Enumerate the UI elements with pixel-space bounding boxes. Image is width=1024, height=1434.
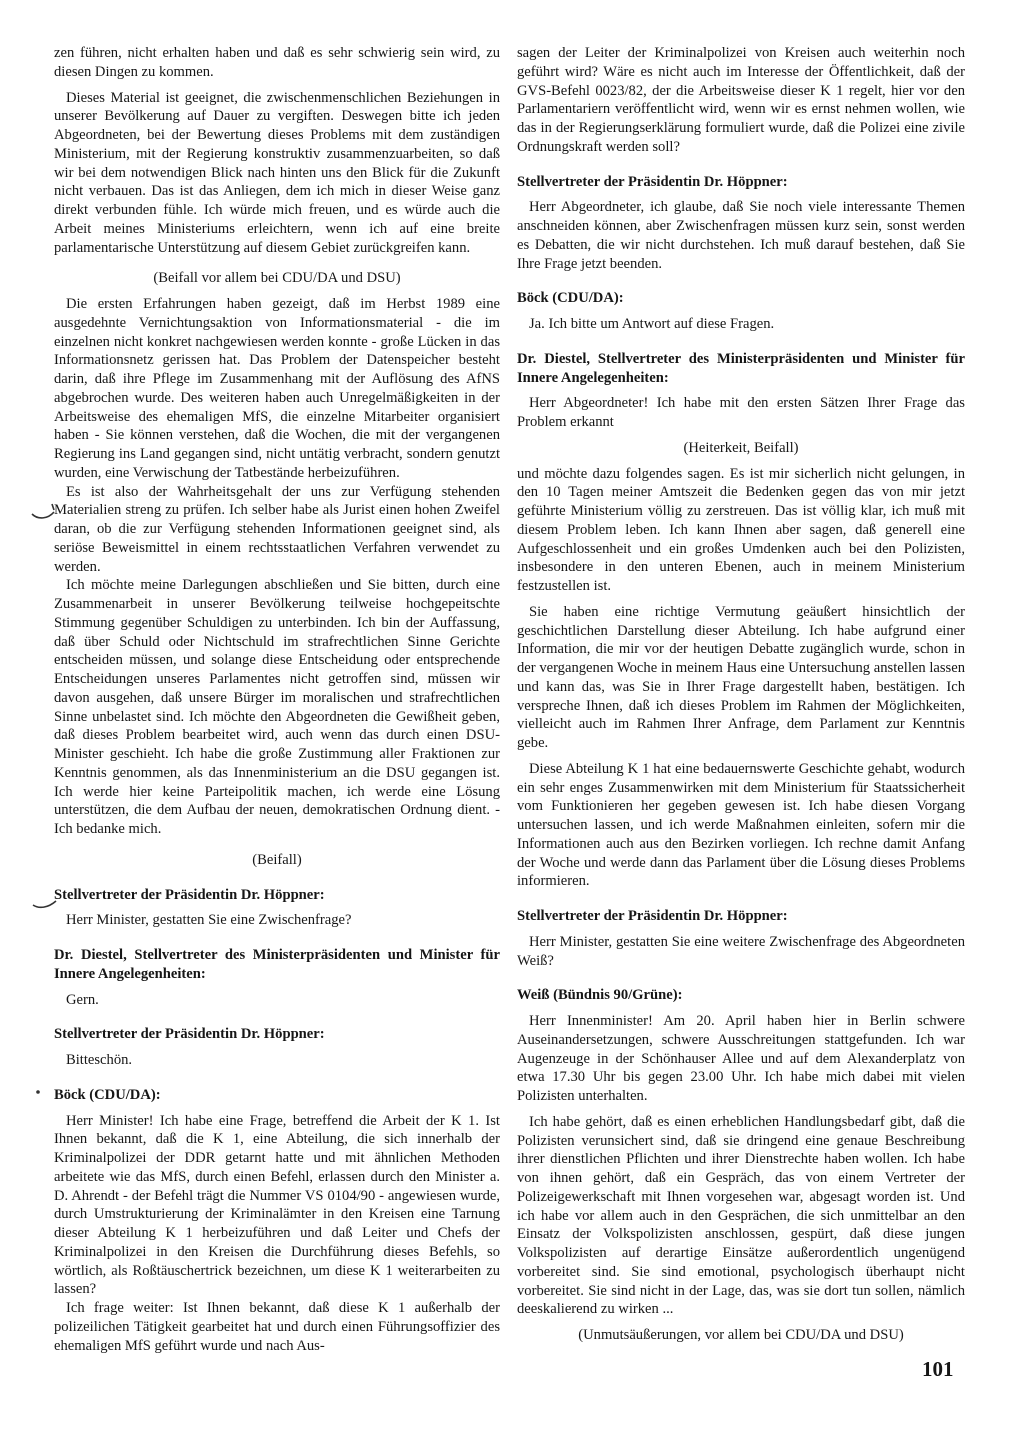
paragraph: Herr Abgeordneter! Ich habe mit den ersten Sätzen Ihrer Frage das Problem erkannt	[517, 395, 965, 430]
speaker-heading: Stellvertreter der Präsidentin Dr. Höppner:	[517, 908, 788, 924]
paragraph: sagen der Leiter der Kriminalpolizei von Kreisen auch weiterhin noch geführt wird? Wäre es nicht auch im Interesse der Öffentlichkeit, daß der GVS-Befehl 0023/82, der die Arbeitsweise dieser K 1 regelt, hier vor den Parlamentariern veröffentlicht wird, wenn wir es ernst nehmen wollen, wie das in der Regierungserklärung formuliert wurde, daß die Polizei eine zivile Ordnungskraft werden soll?	[517, 45, 965, 155]
pen-mark-icon	[30, 893, 60, 913]
paragraph: Herr Abgeordneter, ich glaube, daß Sie noch viele interessante Themen anschneiden können, aber Zwischenfragen müssen kurz sein, sonst werden es Debatten, die wir nicht durchstehen. Ich muß darauf bestehen, daß Sie Ihre Frage jetzt beenden.	[517, 199, 965, 272]
paragraph: Diese Abteilung K 1 hat eine bedauernswerte Geschichte gehabt, wodurch ein sehr enges Zusammenwirken mit dem Ministerium für Staatssicherheit vom Funktionieren her gegeben gewesen ist. Ich habe diesen Vorgang untersuchen lassen, und ich werde Maßnahmen einleiten, sofern mir die Informationen auch aus den Bezirken vorliegen. Ich rechne damit Anfang der Woche und werde dann das Parlament über die Lösung dieses Problems informieren.	[517, 760, 965, 890]
stage-direction: (Heiterkeit, Beifall)	[683, 439, 799, 456]
speaker-heading: Dr. Diestel, Stellvertreter des Ministerpräsidenten und Minister für Innere Angelegenheiten:	[517, 350, 965, 386]
paragraph: Ich habe gehört, daß es einen erheblichen Handlungsbedarf gibt, daß die Polizisten verunsichert sind, daß sie dringend eine genaue Beschreibung ihrer dienstlichen Pflichten und ihrer Dienstrechte haben wollen. Ich habe von ihnen gehört, daß ein Gespräch, das von einem Vertreter der Polizeigewerkschaft mit Ihnen vorgesehen war, abgesagt worden ist. Und ich habe vor allem auch in den Gesprächen, die sich unmittelbar an den Einsatz der Volkspolizisten anschlossen, gespürt, daß diese jungen Volkspolizisten auf derartige Einsätze außerordentlich ungenügend vorbereitet sind. Sie sind emotional, psychologisch überhaupt nicht vorbereitet. Sie sind nicht in der Lage, das, was sie dort tun sollen, nämlich deeskalierend zu wirken ...	[517, 1113, 965, 1318]
pen-mark-icon	[30, 500, 60, 522]
paragraph: Herr Minister, gestatten Sie eine Zwischenfrage?	[66, 912, 352, 929]
speaker-heading: Stellvertreter der Präsidentin Dr. Höppner:	[54, 1026, 325, 1043]
bullet-dot-icon	[34, 1088, 42, 1096]
speaker-heading: Stellvertreter der Präsidentin Dr. Höppner:	[517, 173, 788, 190]
speaker-heading: Dr. Diestel, Stellvertreter des Ministerpräsidenten und Minister für Innere Angelegenheiten:	[54, 947, 500, 982]
paragraph: Die ersten Erfahrungen haben gezeigt, daß im Herbst 1989 eine ausgedehnte Vernichtungsaktion von Informationsmaterial - die im einzelnen nicht konkret nachgewiesen werden konnte - große Lücken in das Informationsnetz gerissen hat. Das Problem der Datenspeicher besteht darin, daß ihre Pflege im Zusammenhang mit der Auflösung des AfNS abgebrochen wurde. Des weiteren haben auch Unregelmäßigkeiten in der Arbeitsweise des ehemaligen MfS, die einzelne Mitarbeiter organisiert haben - Sie können verstehen, daß die Wochen, die mit der vergangenen Regierung ins Land gegangen sind, nicht untätig verbracht, sondern genutzt wurden, eine Verwischung der Tatbestände herbeizuführen.	[54, 296, 500, 481]
speaker-heading: Stellvertreter der Präsidentin Dr. Höppner:	[54, 886, 325, 903]
speaker-heading: Böck (CDU/DA):	[54, 1086, 161, 1103]
paragraph: Bitteschön.	[66, 1052, 133, 1068]
left-column	[54, 44, 500, 1355]
paragraph: Ich frage weiter: Ist Ihnen bekannt, daß diese K 1 außerhalb der polizeilichen Tätigkeit gearbeitet hat und durch einen Führungsoffizier des ehemaligen MfS geführt wurde und nach Aus-	[54, 1300, 500, 1354]
paragraph: und möchte dazu folgendes sagen. Es ist mir sicherlich nicht gelungen, in den 10 Tagen meiner Amtszeit die Bedenken gegen das von mir jetzt geführte Ministerium völlig zu zerstreuen. Das ist völlig klar, ich muß mit diesem Problem leben. Ich kann Ihnen aber sagen, daß generell eine Aufgeschlossenheit und ein großes Umdenken auch bei den Polizisten, insbesondere in den unteren Ebenen, auch in meinem Ministerium festzustellen ist.	[517, 465, 965, 594]
page-number: 101	[922, 1357, 954, 1381]
paragraph: zen führen, nicht erhalten haben und daß es sehr schwierig sein wird, zu diesen Dingen zu kommen.	[54, 45, 500, 80]
paragraph: Sie haben eine richtige Vermutung geäußert hinsichtlich der geschichtlichen Darstellung dieser Abteilung. Ich habe aufgrund einer Information, die mir vor der heutigen Debatte zugänglich wurde, schon in der vergangenen Woche in meinem Haus eine Untersuchung anstellen lassen und kann das, was Sie in Ihrer Frage dargestellt haben, bestätigen. Ich verspreche Ihnen, daß ich dieses Problem im Rahmen der Möglichkeiten, vielleicht auch im Rahmen Ihrer Anfrage, dem Parlament zur Kenntnis gebe.	[517, 603, 965, 751]
paragraph: Herr Innenminister! Am 20. April haben hier in Berlin schwere Auseinandersetzungen, schwere Ausschreitungen stattgefunden. Ich war Augenzeuge in der Schönhauser Allee und auf dem Alexanderplatz von etwa 17.30 Uhr bis gegen 23.00 Uhr. Ich habe mich dabei mit vielen Polizisten unterhalten.	[517, 1013, 965, 1104]
stage-direction: (Beifall)	[252, 851, 302, 868]
stage-direction: (Unmutsäußerungen, vor allem bei CDU/DA und DSU)	[578, 1327, 904, 1343]
right-column	[517, 44, 965, 1345]
paragraph: Ich möchte meine Darlegungen abschließen und Sie bitten, durch eine Zusammenarbeit in unserer Bevölkerung teilweise hochgepeitschte Stimmung gegenüber Schuldigen zu unterbinden. Ich bin der Auffassung, daß über Schuld oder Nichtschuld im strafrechtlichen Sinne Gerichte entscheiden müssen, und solange diese Entscheidung oder entsprechende Entscheidungen unseres Parlamentes nicht getroffen sind, müssen wir davon ausgehen, daß unsere Bürger im moralischen und strafrechtlichen Sinne unbelastet sind. Ich möchte den Abgeordneten die Gewißheit geben, daß dieses Problem bearbeitet wird, auch wenn das durch einen DSU-Minister geschieht. Ich habe die große Zustimmung aller Fraktionen zur Kenntnis genommen, als das Innenministerium an die DSU gegangen ist. Ich werde hier keine Parteipolitik machen, ich werde eine Lösung unterstützen, die dem Aufbau der neuen, demokratischen Ordnung dient. - Ich bedanke mich.	[54, 577, 500, 837]
paragraph: Herr Minister! Ich habe eine Frage, betreffend die Arbeit der K 1. Ist Ihnen bekannt, daß die K 1, eine Abteilung, die sich innerhalb der Kriminalpolizei der DDR getarnt hatte und mit ähnlichen Methoden arbeitete wie das MfS, durch einen Befehl, erlassen durch den Minister a. D. Ahrendt - der Befehl trägt die Nummer VS 0104/90 - angewiesen wurde, durch Umstrukturierung der Kriminalämter in den Kreisen eine Tarnung dieser Abteilung K 1 herbeizuführen und daß Leiter und Chefs der Kriminalpolizei in den Kreisen die Durchführung dieses Befehls, so wörtlich, als Roßtäuschertrick bezeichnen, um diese K 1 weiterarbeiten zu lassen?	[54, 1112, 500, 1298]
paragraph: Dieses Material ist geeignet, die zwischenmenschlichen Beziehungen in unserer Bevölkerung auf Dauer zu vergiften. Deswegen bitte ich jeden Abgeordneten, bei der Bewertung dieses Problems mit dem zuständigen Ministerium, mit der Regierung konstruktiv zusammenzuarbeiten, so daß wir bei dem notwendigen Blick nach hinten uns den Blick für die Zukunft nicht verbauen. Das ist das Anliegen, dem ich mich in dieser Weise ganz direkt verbunden fühle. Ich würde mich freuen, und es würde auch die Arbeit meines Ministeriums erleichtern, wenn ich auf eine breite parlamentarische Unterstützung auf diesem Gebiet zurückgreifen kann.	[54, 89, 500, 256]
paragraph: Es ist also der Wahrheitsgehalt der uns zur Verfügung stehenden Materialien streng zu prüfen. Ich selber habe als Jurist einen hohen Zweifel daran, ob die zur Verfügung stehenden Informationen geeignet sind, als seriöse Beweismittel in einem rechtsstaatlichen Verfahren verwendet zu werden.	[54, 483, 500, 575]
paragraph: Gern.	[66, 991, 99, 1008]
paragraph: Herr Minister, gestatten Sie eine weitere Zwischenfrage des Abgeordneten Weiß?	[517, 933, 965, 969]
stage-direction: (Beifall vor allem bei CDU/DA und DSU)	[153, 270, 401, 287]
speaker-heading: Weiß (Bündnis 90/Grüne):	[517, 987, 683, 1004]
speaker-heading: Böck (CDU/DA):	[517, 290, 624, 307]
paragraph: Ja. Ich bitte um Antwort auf diese Fragen.	[529, 316, 775, 332]
